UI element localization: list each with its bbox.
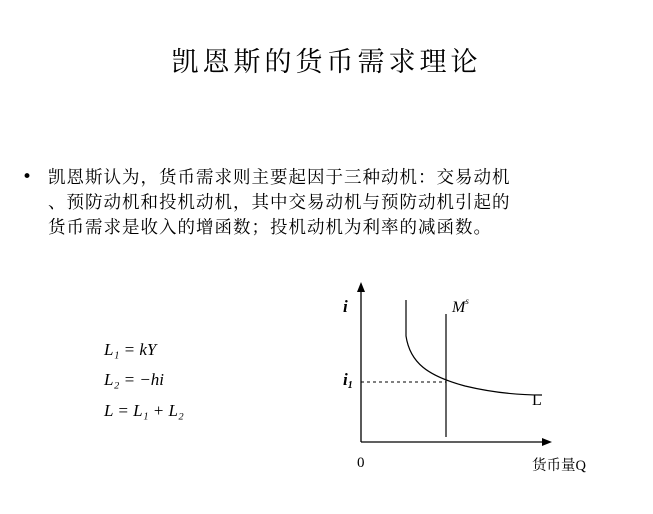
demand-curve-label: L <box>532 392 542 409</box>
bullet-item <box>22 166 622 241</box>
i1-label: i1 <box>343 370 353 391</box>
equation-l1: L₁ = kY <box>104 340 157 359</box>
bullet-text <box>48 166 622 241</box>
money-supply-label: $M^s$ <box>452 296 469 316</box>
equation-l: L = L₁ + L₂ <box>104 401 184 420</box>
body-line-2: 、预防动机和投机动机，其中交易动机与预防动机引起的 <box>48 193 511 213</box>
demand-curve <box>406 300 542 395</box>
equation-l2: L₂ = −hi <box>104 370 165 389</box>
body-line-3: 货币需求是收入的增函数；投机动机为利率的减函数。 <box>48 218 492 238</box>
y-axis-arrow <box>357 282 365 292</box>
origin-label: 0 <box>357 455 365 471</box>
y-axis-label: i <box>343 297 348 316</box>
body-line-1: 凯恩斯认为，货币需求则主要起因于三种动机：交易动机 <box>48 168 511 188</box>
bullet-marker: • <box>22 167 33 187</box>
slide-title: 凯恩斯的货币需求理论 <box>171 47 482 78</box>
x-axis-arrow <box>542 438 552 446</box>
x-axis-label: 货币量Q <box>532 458 586 474</box>
money-demand-graph <box>330 278 620 478</box>
